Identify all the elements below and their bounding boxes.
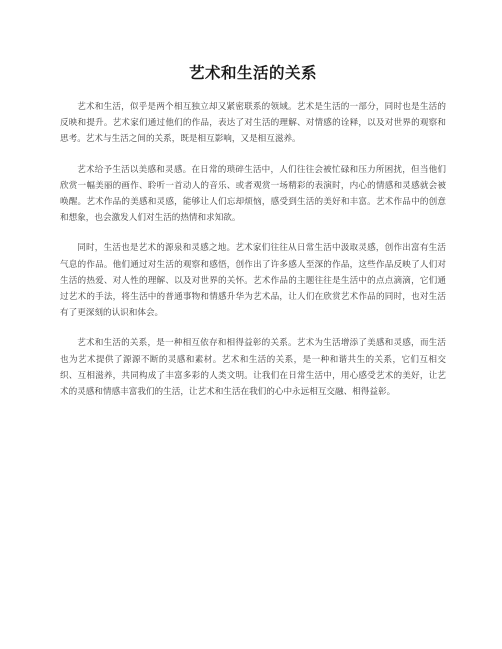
paragraph-1: 艺术和生活，似乎是两个相互独立却又紧密联系的领域。艺术是生活的一部分，同时也是生活的反映和提升。艺术家们通过他们的作品，表达了对生活的理解、对情感的诠释，以及对世界的观察和思考。艺术与生活之间的关系，既是相互影响，又是相互滋养。 — [60, 102, 446, 145]
document-title: 艺术和生活的关系 — [188, 64, 317, 82]
paragraph-3: 同时，生活也是艺术的源泉和灵感之地。艺术家们往往从日常生活中汲取灵感，创作出富有生活气息的作品。他们通过对生活的观察和感悟，创作出了许多感人至深的作品，这些作品反映了人们对生活的热爱、对人性的理解、以及对世界的关怀。艺术作品的主题往往是生活中的点点滴滴，它们通过艺术的手法，将生活中的普通事物和情感升华为艺术品，让人们在欣赏艺术作品的同时，也对生活有了更深刻的认识和体会。 — [60, 243, 446, 319]
paragraph-4: 艺术和生活的关系，是一种相互依存和相得益彰的关系。艺术为生活增添了美感和灵感，而生活也为艺术提供了源源不断的灵感和素材。艺术和生活的关系，是一种和谐共生的关系，它们互相交织、互相滋养，共同构成了丰富多彩的人类文明。让我们在日常生活中，用心感受艺术的美好，让艺术的灵感和情感丰富我们的生活，让艺术和生活在我们的心中永远相互交融、相得益彰。 — [60, 338, 446, 398]
document-body — [60, 99, 446, 400]
paragraph-2: 艺术给予生活以美感和灵感。在日常的琐碎生活中，人们往往会被忙碌和压力所困扰，但当他们欣赏一幅美丽的画作、聆听一首动人的音乐、或者观赏一场精彩的表演时，内心的情感和灵感就会被唤醒。艺术作品的美感和灵感，能够让人们忘却烦恼，感受到生活的美好和丰富。艺术作品中的创意和想象，也会激发人们对生活的热情和求知欲。 — [60, 164, 446, 224]
